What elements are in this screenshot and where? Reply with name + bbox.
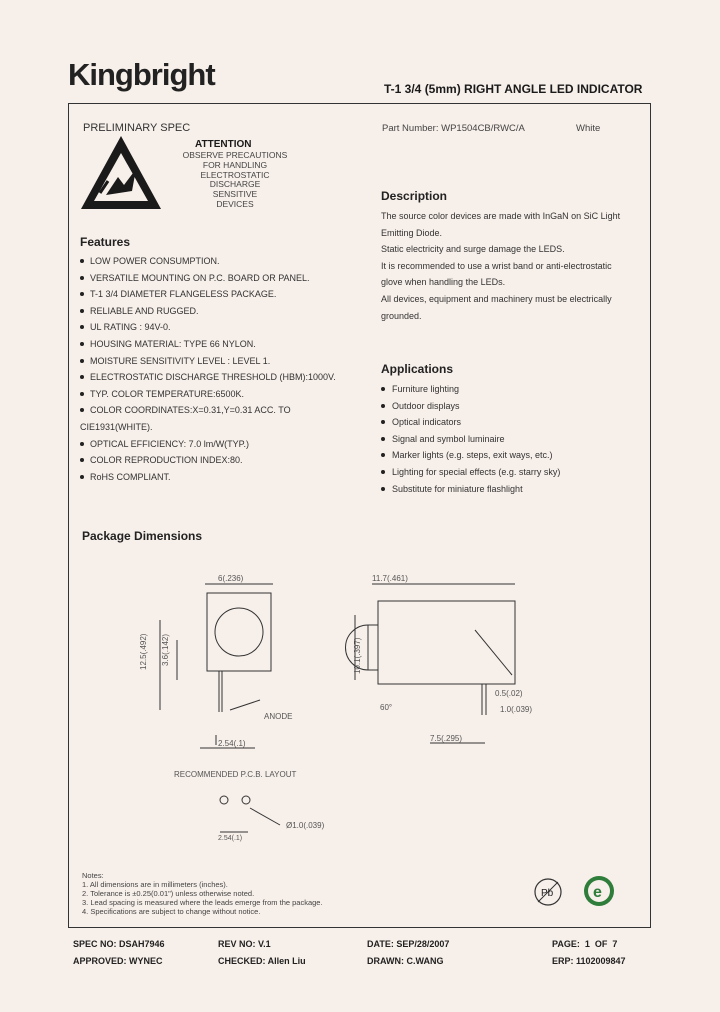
description-line: It is recommended to use a wrist band or anti-electrostatic bbox=[381, 260, 612, 271]
attention-title: ATTENTION bbox=[195, 139, 252, 150]
part-number: Part Number: WP1504CB/RWC/A bbox=[382, 123, 525, 134]
list-item: ELECTROSTATIC DISCHARGE THRESHOLD (HBM):1000V. bbox=[80, 369, 370, 386]
features-heading: Features bbox=[80, 235, 131, 249]
led-body-front bbox=[207, 593, 271, 671]
description-line: The source color devices are made with InGaN on SiC Light bbox=[381, 211, 621, 221]
note-line: 1. All dimensions are in millimeters (inches). bbox=[82, 880, 228, 889]
list-item: RELIABLE AND RUGGED. bbox=[80, 303, 370, 320]
rohs-e-icon bbox=[582, 874, 616, 908]
esd-warning-icon bbox=[78, 133, 164, 213]
list-item: Optical indicators bbox=[381, 414, 651, 431]
led-lens-front bbox=[215, 608, 263, 656]
list-item: Furniture lighting bbox=[381, 381, 651, 398]
list-item: LOW POWER CONSUMPTION. bbox=[80, 253, 370, 270]
dim-min: 1.0(.039) bbox=[500, 705, 533, 714]
dim-pitch-pcb: 2.54(.1) bbox=[218, 835, 243, 842]
description-line: Static electricity and surge damage the LEDS. bbox=[381, 244, 565, 255]
dim-hole: Ø1.0(.039) bbox=[286, 821, 325, 830]
preliminary-spec: PRELIMINARY SPEC bbox=[83, 122, 191, 134]
anode-label: ANODE bbox=[264, 712, 293, 721]
attention-line: FOR HANDLING bbox=[202, 159, 268, 170]
attention-line: SENSITIVE bbox=[212, 189, 258, 200]
drawn: DRAWN: C.WANG bbox=[367, 956, 444, 966]
description-line: glove when handling the LEDs. bbox=[381, 277, 506, 288]
list-item-continuation: CIE1931(WHITE). bbox=[80, 421, 153, 432]
note-line: 4. Specifications are subject to change without notice. bbox=[82, 907, 261, 916]
list-item: MOISTURE SENSITIVITY LEVEL : LEVEL 1. bbox=[80, 353, 370, 370]
dim-pitch: 2.54(.1) bbox=[218, 739, 246, 748]
notes-title: Notes: bbox=[82, 871, 104, 880]
features-list bbox=[80, 253, 370, 485]
side-view bbox=[346, 584, 516, 743]
dim-lead: 0.5(.02) bbox=[495, 689, 523, 698]
list-item: UL RATING : 94V-0. bbox=[80, 319, 370, 336]
rohs-mark: e bbox=[593, 884, 602, 901]
list-item: OPTICAL EFFICIENCY: 7.0 lm/W(TYP.) bbox=[80, 436, 370, 453]
erp: ERP: 1102009847 bbox=[552, 956, 626, 966]
list-item: Marker lights (e.g. steps, exit ways, etc.) bbox=[381, 447, 651, 464]
date: DATE: SEP/28/2007 bbox=[367, 939, 450, 949]
part-color: White bbox=[576, 123, 601, 134]
spec-no: SPEC NO: DSAH7946 bbox=[73, 939, 165, 949]
applications-list bbox=[381, 381, 651, 497]
description-heading: Description bbox=[381, 189, 448, 203]
recommended-layout-label: RECOMMENDED P.C.B. LAYOUT bbox=[174, 770, 297, 779]
description-line: grounded. bbox=[381, 310, 422, 321]
page-title: T-1 3/4 (5mm) RIGHT ANGLE LED INDICATOR bbox=[384, 82, 643, 96]
dim-height: 12.5(.492) bbox=[139, 633, 148, 670]
list-item: COLOR REPRODUCTION INDEX:80. bbox=[80, 452, 370, 469]
attention-line: DISCHARGE bbox=[209, 179, 261, 190]
note-line: 3. Lead spacing is measured where the leads emerge from the package. bbox=[82, 898, 323, 907]
pb-free-icon bbox=[532, 876, 564, 908]
list-item: Lighting for special effects (e.g. starry sky) bbox=[381, 464, 651, 481]
list-item: VERSATILE MOUNTING ON P.C. BOARD OR PANEL. bbox=[80, 270, 370, 287]
pb-mark: Pb bbox=[541, 888, 554, 899]
list-item: Substitute for miniature flashlight bbox=[381, 481, 651, 498]
dim-side: 10.1(.397) bbox=[353, 637, 362, 674]
attention-line: ELECTROSTATIC bbox=[200, 169, 270, 180]
dim-angle: 60° bbox=[380, 703, 393, 712]
led-body-side bbox=[378, 601, 515, 684]
notes bbox=[82, 871, 382, 916]
attention-text bbox=[160, 151, 310, 210]
kingbright-logo: Kingbright bbox=[68, 57, 215, 92]
dim-bottom: 7.5(.295) bbox=[430, 734, 463, 743]
front-view bbox=[160, 584, 273, 748]
pcb-holes bbox=[220, 796, 280, 832]
page-number: PAGE: 1 OF 7 bbox=[552, 939, 618, 949]
approved: APPROVED: WYNEC bbox=[73, 956, 163, 966]
description-text bbox=[381, 208, 651, 324]
package-dimensions-heading: Package Dimensions bbox=[82, 529, 203, 543]
list-item: RoHS COMPLIANT. bbox=[80, 469, 370, 486]
description-line: Emitting Diode. bbox=[381, 227, 443, 238]
dim-top: 11.7(.461) bbox=[372, 574, 408, 583]
description-line: All devices, equipment and machinery must be electrically bbox=[381, 293, 612, 304]
applications-heading: Applications bbox=[381, 362, 454, 376]
checked: CHECKED: Allen Liu bbox=[218, 956, 306, 966]
list-item: Outdoor displays bbox=[381, 398, 651, 415]
note-line: 2. Tolerance is ±0.25(0.01") unless otherwise noted. bbox=[82, 889, 255, 898]
list-item: TYP. COLOR TEMPERATURE:6500K. bbox=[80, 386, 370, 403]
dim-width: 6(.236) bbox=[218, 574, 244, 583]
attention-line: DEVICES bbox=[216, 198, 254, 209]
list-item: HOUSING MATERIAL: TYPE 66 NYLON. bbox=[80, 336, 370, 353]
list-item: T-1 3/4 DIAMETER FLANGELESS PACKAGE. bbox=[80, 286, 370, 303]
dim-len: 3.6(.142) bbox=[161, 633, 170, 666]
package-drawing bbox=[140, 570, 560, 840]
attention-line: OBSERVE PRECAUTIONS bbox=[182, 150, 288, 160]
list-item: Signal and symbol luminaire bbox=[381, 431, 651, 448]
rev-no: REV NO: V.1 bbox=[218, 939, 271, 949]
list-item: COLOR COORDINATES:X=0.31,Y=0.31 ACC. TO bbox=[80, 402, 370, 419]
